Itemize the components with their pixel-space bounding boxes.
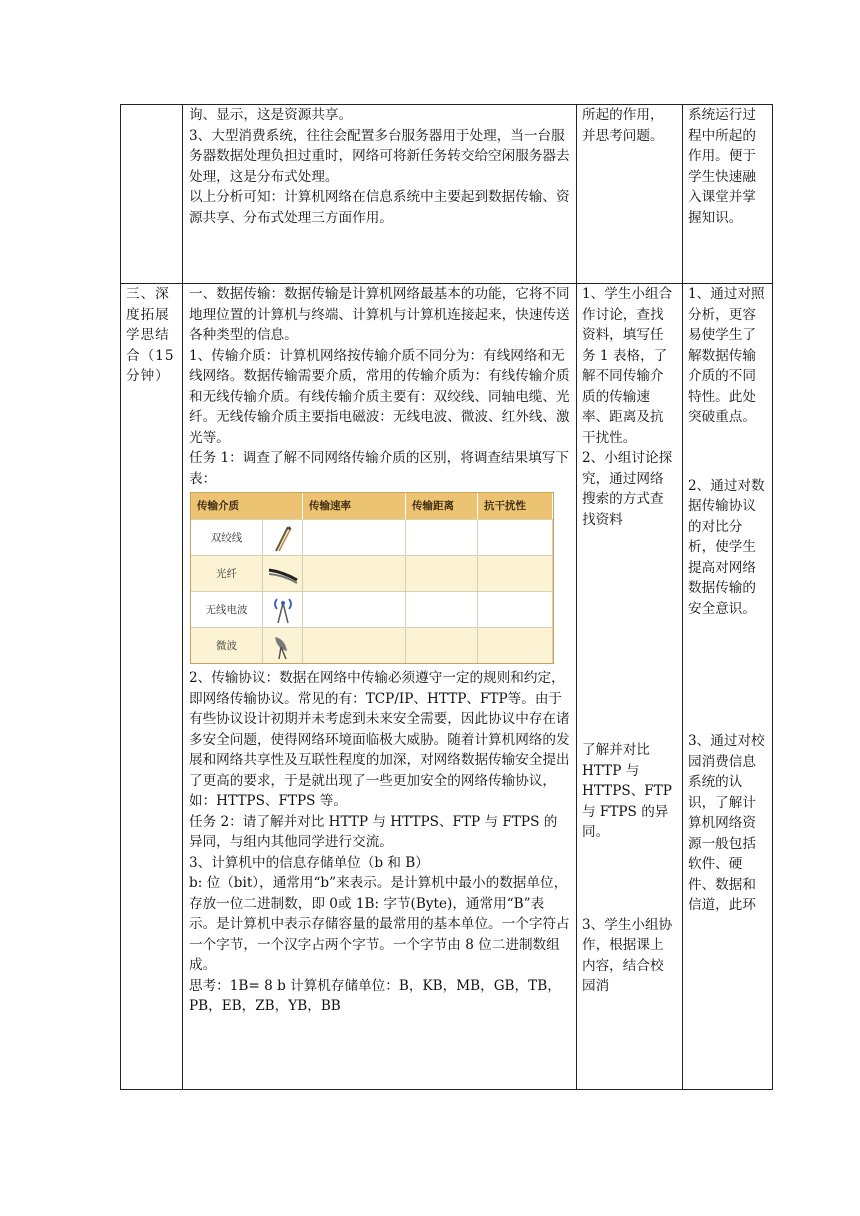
radio-antenna-icon — [263, 592, 303, 627]
distance-cell — [406, 556, 478, 591]
content-paragraph: 3、大型消费系统，往往会配置多台服务器用于处理，当一台服务器数据处理负担过重时，网络可将新任务转交给空闲服务器去处理，这是分布式处理。 — [189, 127, 570, 185]
table-row — [121, 105, 773, 284]
stage-cell — [121, 284, 183, 1090]
medium-name: 微波 — [191, 628, 263, 663]
student-activity-cell — [577, 284, 683, 1090]
student-activity-text: 1、学生小组合作讨论，查找资料，填写任务 1 表格，了解不同传输介质的传输速率、距离及抗干扰性。 — [582, 286, 673, 446]
medium-name: 光纤 — [191, 556, 263, 591]
optical-fiber-icon — [263, 556, 303, 591]
student-activity-text: 所起的作用，并思考问题。 — [582, 107, 664, 144]
design-intent-text: 系统运行过程中所起的作用。便于学生快速融入课堂并掌握知识。 — [688, 107, 756, 226]
survey-row — [191, 591, 553, 627]
header-anti-interference: 抗干扰性 — [478, 493, 553, 519]
content-cell — [183, 105, 577, 284]
content-paragraph: 以上分析可知：计算机网络在信息系统中主要起到数据传输、资源共享、分布式处理三方面作用。 — [189, 189, 570, 226]
header-rate: 传输速率 — [303, 493, 406, 519]
content-paragraph: 询、显示，这是资源共享。 — [189, 107, 353, 123]
anti-interference-cell — [478, 592, 553, 627]
header-medium: 传输介质 — [191, 493, 303, 519]
distance-cell — [406, 628, 478, 663]
student-activity-text: 了解并对比 HTTP 与 HTTPS、FTP 与 FTPS 的异同。 — [582, 742, 672, 840]
design-intent-text: 3、通过对校园消费信息系统的认识，了解计算机网络资源一般包括软件、硬件、数据和信道，此环 — [688, 733, 765, 913]
distance-cell — [406, 592, 478, 627]
microwave-dish-icon — [263, 628, 303, 663]
student-activity-text: 2、小组讨论探究，通过网络搜索的方式查找资料 — [582, 450, 673, 528]
stage-cell — [121, 105, 183, 284]
transfer-media-survey-table — [190, 492, 554, 664]
table-row — [121, 284, 773, 1090]
anti-interference-cell — [478, 628, 553, 663]
rate-cell — [303, 556, 406, 591]
student-activity-text: 3、学生小组协作，根据课上内容，结合校园消 — [582, 916, 673, 994]
design-intent-cell — [683, 105, 773, 284]
design-intent-text: 1、通过对照分析，更容易使学生了解数据传输介质的不同特性。此处突破重点。 — [688, 286, 765, 425]
design-intent-cell — [683, 284, 773, 1090]
student-activity-cell — [577, 105, 683, 284]
rate-cell — [303, 592, 406, 627]
anti-interference-cell — [478, 556, 553, 591]
anti-interference-cell — [478, 520, 553, 555]
content-paragraph: 任务 2：请了解并对比 HTTP 与 HTTPS、FTP 与 FTPS 的异同，与组内其他同学进行交流。 — [189, 813, 558, 850]
medium-name: 无线电波 — [191, 592, 263, 627]
lesson-plan-table — [120, 104, 773, 1090]
rate-cell — [303, 520, 406, 555]
rate-cell — [303, 628, 406, 663]
design-intent-text: 2、通过对数据传输协议的对比分析，使学生提高对网络数据传输的安全意识。 — [688, 477, 765, 617]
survey-row — [191, 627, 553, 663]
content-paragraph: 2、传输协议：数据在网络中传输必须遵守一定的规则和约定，即网络传输协议。常见的有：TCP/IP、HTTP、FTP等。由于有些协议设计初期并未考虑到未来安全需要，因此协议中存在诸多安全问题，使得网络环境面临极大威胁。随着计算机网络的发展和网络共享性及互联性程度的加深，对网络数据传输安全提出了更高的要求，于是就出现了一些更加安全的网络传输协议，如：HTTPS、FTPS 等。 — [189, 670, 570, 809]
content-paragraph: 3、计算机中的信息存储单位（b 和 B） — [189, 854, 429, 871]
twisted-pair-cable-icon — [263, 520, 303, 555]
content-paragraph: 一、数据传输：数据传输是计算机网络最基本的功能，它将不同地理位置的计算机与终端、计算机与计算机连接起来，快速传送各种类型的信息。 — [189, 286, 570, 343]
survey-table-header — [191, 493, 553, 519]
survey-row — [191, 555, 553, 591]
header-distance: 传输距离 — [406, 493, 478, 519]
content-paragraph: 1、传输介质：计算机网络按传输介质不同分为：有线网络和无线网络。数据传输需要介质，常用的传输介质为：有线传输介质和无线传输介质。有线传输介质主要有：双绞线、同轴电缆、光纤。无线传输介质主要指电磁波：无线电波、微波、红外线、激光等。 — [189, 347, 570, 446]
content-paragraph: b: 位（bit），通常用“b”来表示。是计算机中最小的数据单位，存放一位二进制数，即 0或 1B: 字节(Byte)，通常用“B”表示。是计算机中表示存储容量的最常用的基本单位。一个字符占一个字节，一个汉字占两个字节。一个字节由 8 位二进制数组成。 — [189, 875, 570, 973]
distance-cell — [406, 520, 478, 555]
medium-name: 双绞线 — [191, 520, 263, 555]
stage-label: 三、深度拓展学思结合（15分钟） — [126, 286, 175, 384]
content-cell — [183, 284, 577, 1090]
content-paragraph: 思考：1B= 8 b 计算机存储单位：B，KB，MB，GB，TB，PB，EB，ZB，YB，BB — [189, 977, 561, 1014]
survey-row — [191, 519, 553, 555]
content-paragraph: 任务 1：调查了解不同网络传输介质的区别，将调查结果填写下表： — [189, 450, 569, 487]
